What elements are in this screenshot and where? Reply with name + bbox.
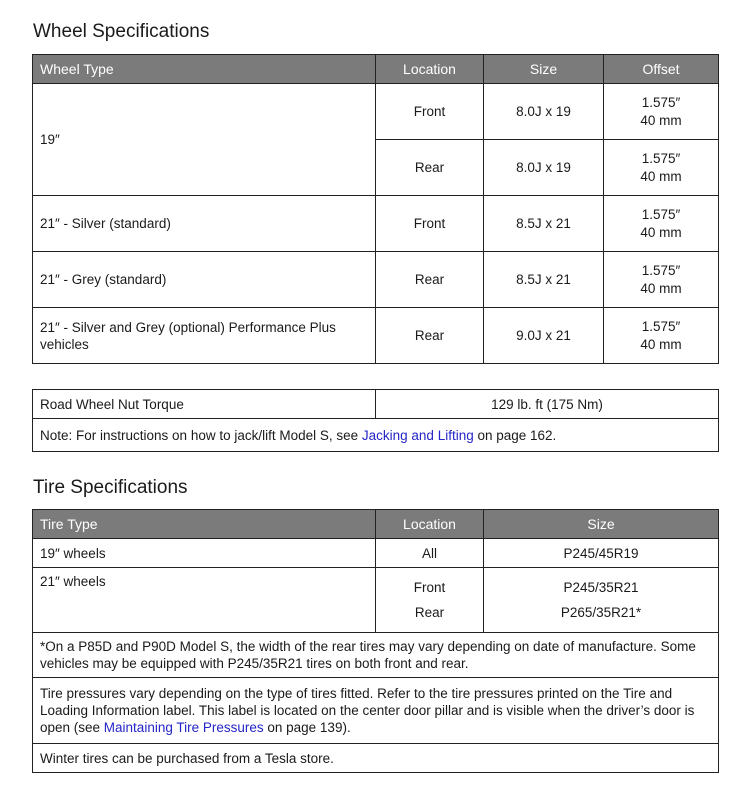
location-cell: Front [376,196,484,252]
jacking-and-lifting-link[interactable]: Jacking and Lifting [361,427,474,443]
header-location: Location [376,55,484,84]
location-cell: All [376,539,484,568]
wheel-type-cell: 21″ - Silver and Grey (optional) Performance Plus vehicles [33,308,376,364]
table-row [33,196,719,252]
torque-note-text: Note: For instructions on how to jack/lift Model S, see [40,427,362,443]
pressure-note-page: on page 139). [263,720,351,735]
header-tire-type: Tire Type [33,510,376,539]
pressure-note-text: Tire pressures vary depending on the type of tires fitted. Refer to the tire pressures printed on the Tire and Loading Information label. This label is located on the center door pillar and is visible when the driver’s door is open (see [40,686,695,735]
offset-inches: 1.575″ [641,94,681,110]
location-cell: Rear [376,252,484,308]
header-offset: Offset [604,55,719,84]
tire-type-cell: 21″ wheels [33,568,376,633]
size-cell: 8.5J x 21 [484,196,604,252]
wheel-type-cell: 19″ [33,84,376,196]
tire-type-cell: 19″ wheels [33,539,376,568]
torque-table [32,389,719,452]
header-size: Size [484,510,719,539]
offset-mm: 40 mm [640,112,682,128]
table-row [33,539,719,568]
offset-mm: 40 mm [640,168,682,184]
offset-cell [604,196,719,252]
size-cell: 9.0J x 21 [484,308,604,364]
location-cell: Rear [376,140,484,196]
offset-inches: 1.575″ [641,206,681,222]
table-row [33,252,719,308]
size-cell: 8.0J x 19 [484,84,604,140]
pressure-note [33,678,719,744]
size-cell: P245/45R19 [484,539,719,568]
table-row [33,568,719,633]
winter-row [33,744,719,773]
offset-mm: 40 mm [640,336,682,352]
footnote-text: *On a P85D and P90D Model S, the width of the rear tires may vary depending on date of manufacture. Some vehicles may be equipped with P245/35R21 tires on both front and rear. [33,633,719,678]
location-cell: Front [376,84,484,140]
torque-note-page: on page 162. [473,427,557,443]
offset-mm: 40 mm [640,280,682,296]
offset-inches: 1.575″ [641,150,681,166]
header-size: Size [484,55,604,84]
footnote-row [33,633,719,678]
location-cell: Rear [376,308,484,364]
header-location: Location [376,510,484,539]
tire-specifications-title: Tire Specifications [33,477,188,498]
size-cell [484,568,719,633]
offset-cell [604,252,719,308]
offset-inches: 1.575″ [641,318,681,334]
location-front: Front [413,580,446,595]
offset-inches: 1.575″ [641,262,681,278]
location-cell [376,568,484,633]
table-header-row [33,510,719,539]
maintaining-tire-pressures-link[interactable]: Maintaining Tire Pressures [103,720,264,735]
table-row [33,308,719,364]
offset-cell [604,84,719,140]
torque-row [33,390,719,419]
wheel-type-cell: 21″ - Grey (standard) [33,252,376,308]
size-cell: 8.5J x 21 [484,252,604,308]
size-cell: 8.0J x 19 [484,140,604,196]
offset-cell [604,140,719,196]
torque-note-row [33,419,719,452]
torque-label: Road Wheel Nut Torque [33,390,376,419]
header-wheel-type: Wheel Type [33,55,376,84]
offset-mm: 40 mm [640,224,682,240]
location-rear: Rear [414,605,445,620]
table-header-row [33,55,719,84]
table-row [33,84,719,140]
pressure-row [33,678,719,744]
tire-specifications-table [32,509,719,773]
winter-tires-text: Winter tires can be purchased from a Tesla store. [33,744,719,773]
torque-note [33,419,719,452]
wheel-specifications-title: Wheel Specifications [33,21,210,42]
wheel-specifications-table [32,54,719,364]
torque-value: 129 lb. ft (175 Nm) [376,390,719,419]
size-front: P245/35R21 [563,580,639,595]
wheel-type-cell: 21″ - Silver (standard) [33,196,376,252]
offset-cell [604,308,719,364]
size-rear: P265/35R21* [560,605,642,620]
